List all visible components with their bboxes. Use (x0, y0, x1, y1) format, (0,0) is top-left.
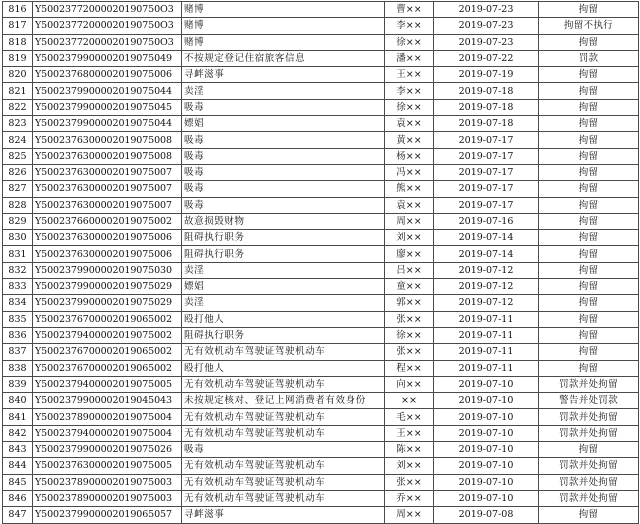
table-row (3, 425, 639, 441)
violation-reason-cell: 吸毒 (182, 197, 385, 213)
record-number-cell: 827 (3, 181, 33, 197)
person-name-cell: 陈×× (385, 442, 434, 458)
penalty-type-cell: 拘留 (539, 213, 639, 229)
table-row (3, 507, 639, 523)
penalty-type-cell: 罚款并处拘留 (539, 490, 639, 506)
person-name-cell: 李×× (385, 18, 434, 34)
record-number-cell: 818 (3, 34, 33, 50)
person-name-cell: 熊×× (385, 181, 434, 197)
case-id-cell: Y5002378900002019075003 (33, 490, 182, 506)
penalty-type-cell: 警告并处罚款 (539, 393, 639, 409)
penalty-type-cell: 拘留 (539, 262, 639, 278)
decision-date-cell: 2019-07-23 (434, 18, 539, 34)
case-id-cell: Y5002376700002019065002 (33, 360, 182, 376)
case-id-cell: Y5002378900002019075003 (33, 474, 182, 490)
penalty-type-cell: 拘留 (539, 327, 639, 343)
case-id-cell: Y5002376300002019075005 (33, 458, 182, 474)
violation-reason-cell: 赌博 (182, 2, 385, 18)
case-id-cell: Y5002379900002019075044 (33, 83, 182, 99)
violation-reason-cell: 无有效机动车驾驶证驾驶机动车 (182, 474, 385, 490)
penalty-type-cell: 罚款并处拘留 (539, 376, 639, 392)
decision-date-cell: 2019-07-12 (434, 279, 539, 295)
table-row (3, 474, 639, 490)
record-number-cell: 844 (3, 458, 33, 474)
case-id-cell: Y5002379900002019075029 (33, 279, 182, 295)
decision-date-cell: 2019-07-17 (434, 148, 539, 164)
record-number-cell: 821 (3, 83, 33, 99)
person-name-cell: 曹×× (385, 2, 434, 18)
case-id-cell: Y5002376300002019075008 (33, 148, 182, 164)
penalty-type-cell: 拘留 (539, 99, 639, 115)
penalty-type-cell: 拘留 (539, 360, 639, 376)
case-id-cell: Y50023772000020190750O3 (33, 2, 182, 18)
person-name-cell: 张×× (385, 311, 434, 327)
record-number-cell: 834 (3, 295, 33, 311)
case-id-cell: Y5002379400002019075005 (33, 376, 182, 392)
penalty-type-cell: 拘留 (539, 34, 639, 50)
record-number-cell: 846 (3, 490, 33, 506)
record-number-cell: 820 (3, 67, 33, 83)
violation-reason-cell: 卖淫 (182, 262, 385, 278)
case-id-cell: Y5002378900002019075004 (33, 409, 182, 425)
table-row (3, 213, 639, 229)
case-id-cell: Y5002376700002019065002 (33, 311, 182, 327)
person-name-cell: 周×× (385, 507, 434, 523)
violation-reason-cell: 赌博 (182, 18, 385, 34)
penalty-type-cell: 拘留 (539, 67, 639, 83)
decision-date-cell: 2019-07-12 (434, 295, 539, 311)
case-id-cell: Y5002376800002019075006 (33, 67, 182, 83)
table-row (3, 181, 639, 197)
decision-date-cell: 2019-07-10 (434, 425, 539, 441)
violation-reason-cell: 无有效机动车驾驶证驾驶机动车 (182, 409, 385, 425)
penalty-type-cell: 拘留 (539, 344, 639, 360)
record-number-cell: 838 (3, 360, 33, 376)
table-row (3, 230, 639, 246)
violation-reason-cell: 吸毒 (182, 132, 385, 148)
person-name-cell: 王×× (385, 67, 434, 83)
person-name-cell: 刘×× (385, 458, 434, 474)
table-row (3, 360, 639, 376)
penalty-type-cell: 罚款并处拘留 (539, 425, 639, 441)
person-name-cell: 杨×× (385, 148, 434, 164)
case-id-cell: Y5002379900002019075029 (33, 295, 182, 311)
penalty-type-cell: 拘留 (539, 116, 639, 132)
table-row (3, 262, 639, 278)
record-number-cell: 841 (3, 409, 33, 425)
person-name-cell: 张×× (385, 344, 434, 360)
violation-reason-cell: 嫖娼 (182, 279, 385, 295)
person-name-cell: 李×× (385, 83, 434, 99)
table-row (3, 148, 639, 164)
person-name-cell: 徐×× (385, 327, 434, 343)
person-name-cell: 袁×× (385, 116, 434, 132)
violation-reason-cell: 吸毒 (182, 99, 385, 115)
decision-date-cell: 2019-07-22 (434, 50, 539, 66)
violation-reason-cell: 吸毒 (182, 181, 385, 197)
decision-date-cell: 2019-07-11 (434, 327, 539, 343)
penalty-type-cell: 拘留 (539, 181, 639, 197)
decision-date-cell: 2019-07-23 (434, 2, 539, 18)
case-id-cell: Y5002376600002019075002 (33, 213, 182, 229)
record-number-cell: 833 (3, 279, 33, 295)
penalty-records-table (2, 1, 639, 524)
violation-reason-cell: 嫖娼 (182, 116, 385, 132)
decision-date-cell: 2019-07-11 (434, 311, 539, 327)
violation-reason-cell: 殴打他人 (182, 360, 385, 376)
record-number-cell: 828 (3, 197, 33, 213)
record-number-cell: 847 (3, 507, 33, 523)
person-name-cell: 张×× (385, 474, 434, 490)
penalty-type-cell: 拘留 (539, 442, 639, 458)
table-row (3, 164, 639, 180)
case-id-cell: Y50023772000020190750O3 (33, 34, 182, 50)
person-name-cell: 王×× (385, 425, 434, 441)
table-row (3, 279, 639, 295)
decision-date-cell: 2019-07-10 (434, 490, 539, 506)
record-number-cell: 826 (3, 164, 33, 180)
decision-date-cell: 2019-07-17 (434, 197, 539, 213)
case-id-cell: Y5002376300002019075007 (33, 181, 182, 197)
table-row (3, 67, 639, 83)
decision-date-cell: 2019-07-10 (434, 458, 539, 474)
violation-reason-cell: 无有效机动车驾驶证驾驶机动车 (182, 376, 385, 392)
case-id-cell: Y5002376300002019075006 (33, 246, 182, 262)
table-row (3, 99, 639, 115)
penalty-type-cell: 拘留 (539, 148, 639, 164)
violation-reason-cell: 无有效机动车驾驶证驾驶机动车 (182, 344, 385, 360)
record-number-cell: 837 (3, 344, 33, 360)
violation-reason-cell: 无有效机动车驾驶证驾驶机动车 (182, 458, 385, 474)
case-id-cell: Y5002379900002019075026 (33, 442, 182, 458)
penalty-type-cell: 拘留 (539, 311, 639, 327)
table-row (3, 393, 639, 409)
person-name-cell: 袁×× (385, 197, 434, 213)
record-number-cell: 816 (3, 2, 33, 18)
decision-date-cell: 2019-07-11 (434, 360, 539, 376)
record-number-cell: 839 (3, 376, 33, 392)
violation-reason-cell: 吸毒 (182, 442, 385, 458)
person-name-cell: 刘×× (385, 230, 434, 246)
case-id-cell: Y5002376300002019075007 (33, 197, 182, 213)
person-name-cell: 向×× (385, 376, 434, 392)
table-row (3, 50, 639, 66)
table-row (3, 132, 639, 148)
penalty-type-cell: 拘留 (539, 83, 639, 99)
violation-reason-cell: 寻衅滋事 (182, 67, 385, 83)
violation-reason-cell: 阻碍执行职务 (182, 246, 385, 262)
case-id-cell: Y50023772000020190750O3 (33, 18, 182, 34)
violation-reason-cell: 吸毒 (182, 148, 385, 164)
person-name-cell: 潘×× (385, 50, 434, 66)
decision-date-cell: 2019-07-18 (434, 99, 539, 115)
table-row (3, 409, 639, 425)
violation-reason-cell: 卖淫 (182, 83, 385, 99)
penalty-type-cell: 拘留 (539, 279, 639, 295)
record-number-cell: 829 (3, 213, 33, 229)
decision-date-cell: 2019-07-18 (434, 116, 539, 132)
case-id-cell: Y5002379900002019075045 (33, 99, 182, 115)
record-number-cell: 835 (3, 311, 33, 327)
table-row (3, 490, 639, 506)
table-row (3, 295, 639, 311)
case-id-cell: Y5002379900002019075030 (33, 262, 182, 278)
person-name-cell: ×× (385, 393, 434, 409)
record-number-cell: 830 (3, 230, 33, 246)
table-row (3, 34, 639, 50)
table-row (3, 246, 639, 262)
violation-reason-cell: 赌博 (182, 34, 385, 50)
penalty-type-cell: 拘留不执行 (539, 18, 639, 34)
case-id-cell: Y5002379900002019075044 (33, 116, 182, 132)
person-name-cell: 毛×× (385, 409, 434, 425)
violation-reason-cell: 吸毒 (182, 164, 385, 180)
record-number-cell: 840 (3, 393, 33, 409)
table-row (3, 376, 639, 392)
penalty-type-cell: 拘留 (539, 230, 639, 246)
decision-date-cell: 2019-07-10 (434, 393, 539, 409)
record-number-cell: 822 (3, 99, 33, 115)
record-number-cell: 824 (3, 132, 33, 148)
decision-date-cell: 2019-07-10 (434, 442, 539, 458)
decision-date-cell: 2019-07-17 (434, 164, 539, 180)
case-id-cell: Y5002376300002019075008 (33, 132, 182, 148)
violation-reason-cell: 无有效机动车驾驶证驾驶机动车 (182, 490, 385, 506)
decision-date-cell: 2019-07-23 (434, 34, 539, 50)
table-row (3, 344, 639, 360)
decision-date-cell: 2019-07-08 (434, 507, 539, 523)
penalty-type-cell: 罚款 (539, 50, 639, 66)
person-name-cell: 徐×× (385, 99, 434, 115)
person-name-cell: 冯×× (385, 164, 434, 180)
penalty-type-cell: 罚款并处拘留 (539, 458, 639, 474)
decision-date-cell: 2019-07-11 (434, 344, 539, 360)
decision-date-cell: 2019-07-14 (434, 230, 539, 246)
case-id-cell: Y5002376300002019075007 (33, 164, 182, 180)
violation-reason-cell: 阻碍执行职务 (182, 327, 385, 343)
decision-date-cell: 2019-07-17 (434, 132, 539, 148)
table-row (3, 442, 639, 458)
person-name-cell: 周×× (385, 213, 434, 229)
person-name-cell: 黄×× (385, 132, 434, 148)
case-id-cell: Y5002379900002019075049 (33, 50, 182, 66)
penalty-type-cell: 拘留 (539, 197, 639, 213)
decision-date-cell: 2019-07-10 (434, 409, 539, 425)
penalty-type-cell: 拘留 (539, 164, 639, 180)
case-id-cell: Y5002379900002019045043 (33, 393, 182, 409)
person-name-cell: 郭×× (385, 295, 434, 311)
penalty-type-cell: 拘留 (539, 132, 639, 148)
decision-date-cell: 2019-07-19 (434, 67, 539, 83)
violation-reason-cell: 故意损毁财物 (182, 213, 385, 229)
violation-reason-cell: 无有效机动车驾驶证驾驶机动车 (182, 425, 385, 441)
record-number-cell: 842 (3, 425, 33, 441)
case-id-cell: Y5002379900002019065057 (33, 507, 182, 523)
record-number-cell: 831 (3, 246, 33, 262)
decision-date-cell: 2019-07-17 (434, 181, 539, 197)
person-name-cell: 吕×× (385, 262, 434, 278)
decision-date-cell: 2019-07-10 (434, 474, 539, 490)
decision-date-cell: 2019-07-16 (434, 213, 539, 229)
penalty-type-cell: 罚款并处拘留 (539, 409, 639, 425)
person-name-cell: 廖×× (385, 246, 434, 262)
violation-reason-cell: 未按规定核对、登记上网消费者有效身份 (182, 393, 385, 409)
penalty-type-cell: 拘留 (539, 507, 639, 523)
record-number-cell: 836 (3, 327, 33, 343)
table-row (3, 197, 639, 213)
person-name-cell: 乔×× (385, 490, 434, 506)
decision-date-cell: 2019-07-14 (434, 246, 539, 262)
record-number-cell: 843 (3, 442, 33, 458)
decision-date-cell: 2019-07-12 (434, 262, 539, 278)
table-row (3, 116, 639, 132)
penalty-type-cell: 拘留 (539, 295, 639, 311)
case-id-cell: Y5002379400002019075004 (33, 425, 182, 441)
violation-reason-cell: 不按规定登记住宿旅客信息 (182, 50, 385, 66)
table-body (3, 2, 639, 524)
decision-date-cell: 2019-07-10 (434, 376, 539, 392)
violation-reason-cell: 殴打他人 (182, 311, 385, 327)
record-number-cell: 825 (3, 148, 33, 164)
penalty-type-cell: 拘留 (539, 2, 639, 18)
table-row (3, 458, 639, 474)
violation-reason-cell: 阻碍执行职务 (182, 230, 385, 246)
violation-reason-cell: 寻衅滋事 (182, 507, 385, 523)
violation-reason-cell: 卖淫 (182, 295, 385, 311)
person-name-cell: 童×× (385, 279, 434, 295)
record-number-cell: 819 (3, 50, 33, 66)
record-number-cell: 845 (3, 474, 33, 490)
table-row (3, 311, 639, 327)
person-name-cell: 徐×× (385, 34, 434, 50)
case-id-cell: Y5002379400002019075002 (33, 327, 182, 343)
penalty-type-cell: 拘留 (539, 246, 639, 262)
table-row (3, 18, 639, 34)
table-row (3, 83, 639, 99)
decision-date-cell: 2019-07-18 (434, 83, 539, 99)
table-row (3, 327, 639, 343)
person-name-cell: 程×× (385, 360, 434, 376)
record-number-cell: 832 (3, 262, 33, 278)
case-id-cell: Y5002376700002019065002 (33, 344, 182, 360)
record-number-cell: 817 (3, 18, 33, 34)
table-row (3, 2, 639, 18)
record-number-cell: 823 (3, 116, 33, 132)
penalty-type-cell: 罚款并处拘留 (539, 474, 639, 490)
case-id-cell: Y5002376300002019075006 (33, 230, 182, 246)
